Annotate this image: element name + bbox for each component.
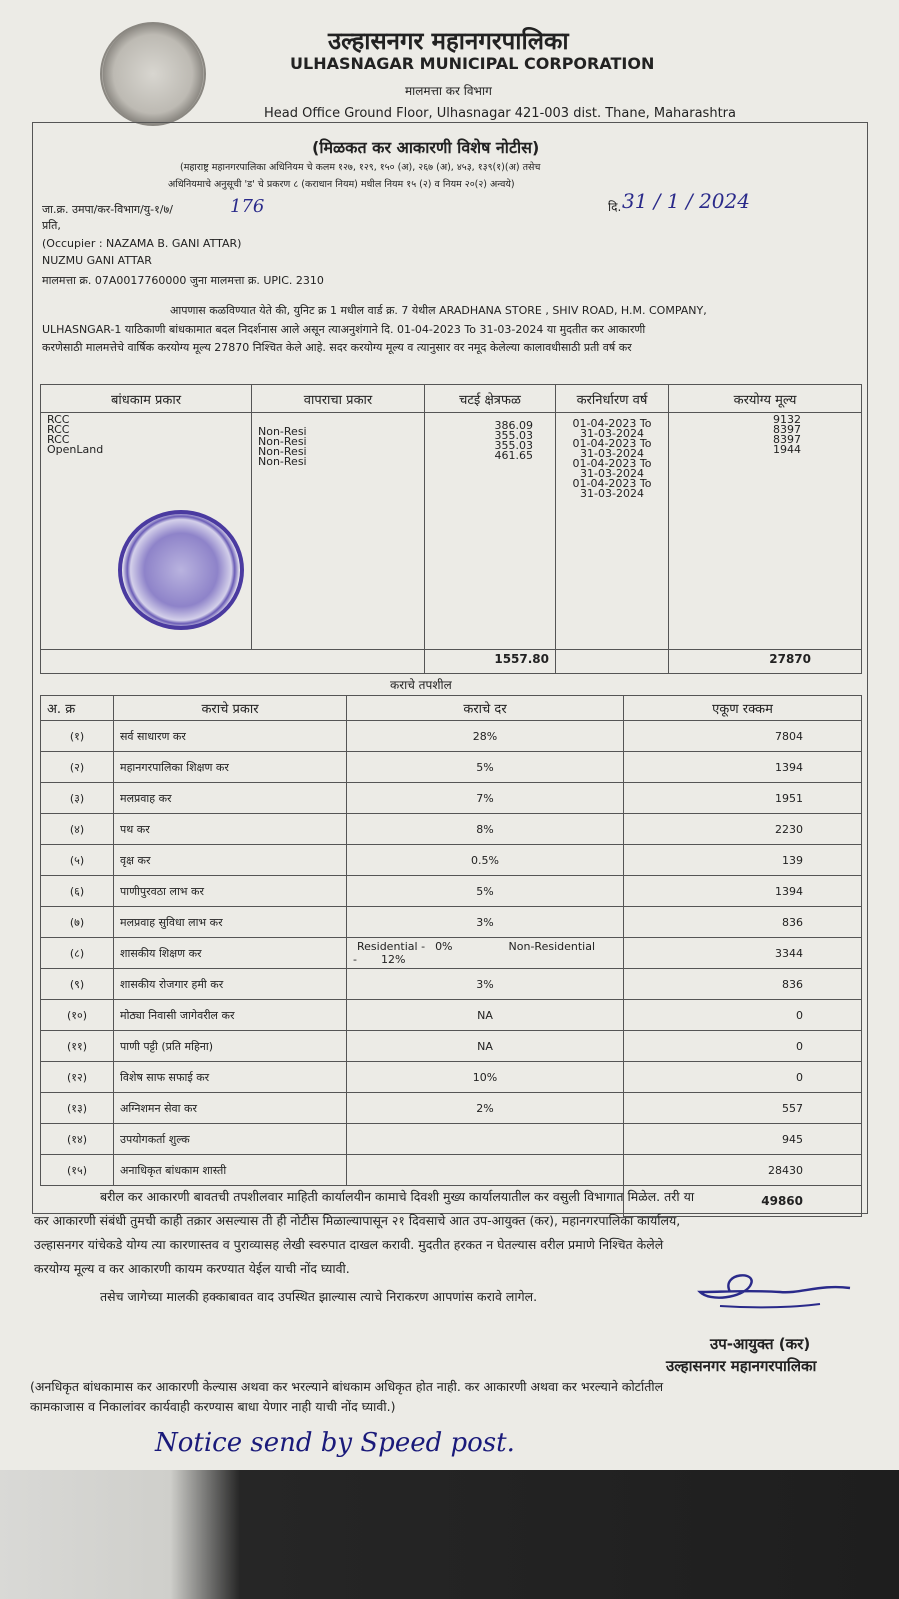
- property-number-line: मालमत्ता क्र. 07A0017760000 जुना मालमत्ता क्र. UPIC. 2310: [42, 274, 324, 287]
- tax-rate-cell: 2%: [347, 1093, 624, 1124]
- tax-amount-cell: 836: [624, 969, 862, 1000]
- corporation-title-english: ULHASNAGAR MUNICIPAL CORPORATION: [290, 54, 655, 73]
- footer-para1-line3: उल्हासनगर यांचेकडे योग्य त्या कारणास्तव व पुराव्यासह लेखी स्वरुपात दाखल करावी. मुदतीत हरकत न घेतल्यास वरील प्रमाणे निश्चित केलेले: [34, 1237, 664, 1252]
- date-label: दि.: [608, 200, 622, 214]
- period-item: 01-04-2023 To: [572, 457, 652, 471]
- tax-rate-cell: [347, 938, 624, 969]
- tax-rate-cell: 5%: [347, 752, 624, 783]
- tax-details-caption: कराचे तपशील: [390, 678, 452, 692]
- tax-amount-cell: 3344: [624, 938, 862, 969]
- grand-total-amount: 49860: [624, 1186, 862, 1217]
- tax-serial-cell: (७): [41, 907, 114, 938]
- tax-rate-cell: 3%: [347, 907, 624, 938]
- tax-table-row: [41, 969, 862, 1000]
- header-assessment-year: करनिर्धारण वर्ष: [556, 385, 669, 413]
- edu-residential-rate: 0%: [435, 940, 453, 953]
- disclaimer-line-1: (अनधिकृत बांधकामास कर आकारणी केल्यास अथवा कर भरल्याने बांधकाम अधिकृत होत नाही. कर आकारणी अथवा कर भरल्याने कोर्टातील: [30, 1379, 664, 1394]
- tax-type-cell: विशेष साफ सफाई कर: [114, 1062, 347, 1093]
- notice-body-line-1: आपणास कळविण्यात येते की, युनिट क्र 1 मधील वार्ड क्र. 7 येथील ARADHANA STORE , SHIV ROAD, H.M. COMPANY,: [170, 304, 707, 317]
- tax-table-row: [41, 752, 862, 783]
- header-taxable-value: करयोग्य मूल्य: [669, 385, 862, 413]
- tax-table-row: [41, 1000, 862, 1031]
- tax-table-row: [41, 814, 862, 845]
- header-usage-type: वापराचा प्रकार: [252, 385, 425, 413]
- tax-details-table: [40, 695, 862, 1217]
- tax-amount-cell: 1394: [624, 752, 862, 783]
- construction-item: RCC: [47, 433, 70, 447]
- value-item: 9132: [773, 413, 801, 427]
- header-total-amount: एकूण रक्कम: [624, 696, 862, 721]
- disclaimer-line-2: कामकाजास व निकालांवर कार्यवाही करण्यास बाधा येणार नाही याची नोंद घ्यावी.): [30, 1399, 396, 1414]
- tax-table-row: [41, 1124, 862, 1155]
- tax-type-cell: शासकीय रोजगार हमी कर: [114, 969, 347, 1000]
- tax-serial-cell: (१४): [41, 1124, 114, 1155]
- period-item: 01-04-2023 To: [572, 417, 652, 431]
- header-tax-rate: कराचे दर: [347, 696, 624, 721]
- occupier-name: (Occupier : NAZAMA B. GANI ATTAR): [42, 237, 242, 250]
- usage-cell: [252, 413, 425, 650]
- notice-body-line-2: ULHASNGAR-1 याठिकाणी बांधकामात बदल निदर्शनास आले असून त्याअनुशंगाने दि. 01-04-2023 To 31-03-2024 या मुदतीत कर आकारणी: [42, 323, 646, 336]
- header-construction-type: बांधकाम प्रकार: [41, 385, 252, 413]
- tax-rate-cell: 10%: [347, 1062, 624, 1093]
- tax-type-cell: अनाधिकृत बांधकाम शास्ती: [114, 1155, 347, 1186]
- tax-type-cell: मलप्रवाह सुविधा लाभ कर: [114, 907, 347, 938]
- value-cell: [669, 413, 862, 650]
- tax-serial-cell: (२): [41, 752, 114, 783]
- tax-serial-cell: (५): [41, 845, 114, 876]
- occupier-name-2: NUZMU GANI ATTAR: [42, 254, 152, 267]
- tax-amount-cell: 0: [624, 1000, 862, 1031]
- area-item: 355.03: [494, 439, 533, 453]
- tax-amount-cell: 1394: [624, 876, 862, 907]
- handwritten-note: Notice send by Speed post.: [155, 1428, 515, 1458]
- tax-table-row: [41, 1031, 862, 1062]
- tax-type-cell: वृक्ष कर: [114, 845, 347, 876]
- tax-serial-cell: (८): [41, 938, 114, 969]
- footer-para1-line4: करयोग्य मूल्य व कर आकारणी कायम करण्यात येईल याची नोंद घ्यावी.: [34, 1261, 350, 1276]
- edu-residential-label: Residential -: [357, 940, 426, 953]
- tax-amount-cell: 945: [624, 1124, 862, 1155]
- tax-type-cell: पथ कर: [114, 814, 347, 845]
- act-reference-line-2: अधिनियमाचे अनुसूची 'ड' चे प्रकरण ८ (कराधान नियम) मधील नियम १५ (२) व नियम २०(२) अन्वये): [168, 179, 515, 190]
- edu-nonresidential-label: Non-Residential -: [353, 940, 596, 966]
- department-name: मालमत्ता कर विभाग: [405, 84, 492, 98]
- usage-item: Non-Resi: [258, 435, 307, 449]
- act-reference-line-1: (महाराष्ट्र महानगरपालिका अधिनियम चे कलम १२७, १२९, १५० (अ), २६७ (अ), ४५३, १३९(१)(अ) तसेच: [180, 162, 541, 173]
- tax-serial-cell: (४): [41, 814, 114, 845]
- period-item: 31-03-2024: [580, 447, 644, 461]
- period-item: 31-03-2024: [580, 427, 644, 441]
- period-item: 31-03-2024: [580, 467, 644, 481]
- tax-amount-cell: 7804: [624, 721, 862, 752]
- notice-body-line-3: करणेसाठी मालमत्तेचे वार्षिक करयोग्य मूल्य 27870 निश्चित केले आहे. सदर करयोग्य मूल्य व त्यानुसार वर नमूद केलेल्या कालावधीसाठी प्रती वर्ष कर: [42, 341, 632, 354]
- tax-table-row: [41, 1155, 862, 1186]
- tax-table-row: [41, 721, 862, 752]
- value-item: 1944: [773, 443, 801, 457]
- tax-rate-cell: 5%: [347, 876, 624, 907]
- property-table-header-row: [41, 385, 862, 413]
- background-surface: [0, 1470, 899, 1599]
- tax-type-cell: पाणी पट्टी (प्रति महिना): [114, 1031, 347, 1062]
- tax-rate-cell: 8%: [347, 814, 624, 845]
- tax-serial-cell: (१५): [41, 1155, 114, 1186]
- tax-rate-cell: 7%: [347, 783, 624, 814]
- tax-rate-cell: NA: [347, 1031, 624, 1062]
- edu-nonresidential-rate: 12%: [380, 953, 406, 966]
- tax-rate-cell: [347, 1155, 624, 1186]
- usage-item: Non-Resi: [258, 425, 307, 439]
- tax-amount-cell: 28430: [624, 1155, 862, 1186]
- period-item: 01-04-2023 To: [572, 477, 652, 491]
- header-carpet-area: चटई क्षेत्रफळ: [425, 385, 556, 413]
- period-item: 01-04-2023 To: [572, 437, 652, 451]
- period-cell: [556, 413, 669, 650]
- tax-table-row: [41, 907, 862, 938]
- tax-serial-cell: (३): [41, 783, 114, 814]
- tax-serial-cell: (९): [41, 969, 114, 1000]
- tax-type-cell: सर्व साधारण कर: [114, 721, 347, 752]
- tax-serial-cell: (११): [41, 1031, 114, 1062]
- corporation-seal-icon: [100, 22, 206, 126]
- official-stamp-icon: [118, 510, 244, 630]
- tax-amount-cell: 0: [624, 1031, 862, 1062]
- tax-rate-cell: 3%: [347, 969, 624, 1000]
- header-tax-type: कराचे प्रकार: [114, 696, 347, 721]
- tax-type-cell: शासकीय शिक्षण कर: [114, 938, 347, 969]
- area-item: 386.09: [494, 419, 533, 433]
- tax-type-cell: महानगरपालिका शिक्षण कर: [114, 752, 347, 783]
- tax-amount-cell: 2230: [624, 814, 862, 845]
- tax-serial-cell: (१०): [41, 1000, 114, 1031]
- tax-table-row: [41, 783, 862, 814]
- construction-item: OpenLand: [47, 443, 104, 457]
- signature-icon: [690, 1262, 870, 1322]
- reference-number-label: जा.क्र. उमपा/कर-विभाग/यु-१/७/: [42, 203, 173, 216]
- tax-amount-cell: 139: [624, 845, 862, 876]
- header-serial: अ. क्र: [41, 696, 114, 721]
- tax-serial-cell: (१२): [41, 1062, 114, 1093]
- construction-item: RCC: [47, 423, 70, 437]
- tax-amount-cell: 1951: [624, 783, 862, 814]
- tax-table-row: [41, 876, 862, 907]
- tax-table-row: [41, 1093, 862, 1124]
- tax-amount-cell: 557: [624, 1093, 862, 1124]
- tax-type-cell: मोठ्या निवासी जागेवरील कर: [114, 1000, 347, 1031]
- corporation-title-marathi: उल्हासनगर महानगरपालिका: [328, 27, 569, 55]
- tax-type-cell: उपयोगकर्ता शुल्क: [114, 1124, 347, 1155]
- signatory-organization: उल्हासनगर महानगरपालिका: [666, 1357, 817, 1375]
- area-item: 461.65: [494, 449, 533, 463]
- footer-para1-line2: कर आकारणी संबंधी तुमची काही तक्रार असल्यास ती ही नोटीस मिळाल्यापासून २१ दिवसाचे आत उप-आयुक्त (कर), महानगरपालिका कार्यालय,: [34, 1213, 681, 1228]
- area-cell: [425, 413, 556, 650]
- property-table-total-row: [41, 649, 862, 673]
- tax-serial-cell: (१३): [41, 1093, 114, 1124]
- tax-serial-cell: (१): [41, 721, 114, 752]
- notice-title: (मिळकत कर आकारणी विशेष नोटीस): [312, 138, 540, 157]
- recipient-prefix: प्रति,: [42, 219, 61, 232]
- tax-type-cell: पाणीपुरवठा लाभ कर: [114, 876, 347, 907]
- tax-serial-cell: (६): [41, 876, 114, 907]
- value-item: 8397: [773, 423, 801, 437]
- tax-table-row: [41, 845, 862, 876]
- reference-number-handwritten: 176: [230, 196, 265, 217]
- usage-item: Non-Resi: [258, 445, 307, 459]
- area-item: 355.03: [494, 429, 533, 443]
- signatory-title: उप-आयुक्त (कर): [710, 1335, 811, 1353]
- footer-para2: तसेच जागेच्या मालकी हक्काबावत वाद उपस्थित झाल्यास त्याचे निराकरण आपणांस करावे लागेल.: [100, 1289, 538, 1304]
- usage-item: Non-Resi: [258, 455, 307, 469]
- footer-para1-line1: बरील कर आकारणी बावतची तपशीलवार माहिती कार्यालयीन कामाचे दिवशी मुख्य कार्यालयातील कर वसुली विभागात मिळेल. तरी या: [100, 1189, 695, 1204]
- construction-item: RCC: [47, 413, 70, 427]
- tax-rate-cell: NA: [347, 1000, 624, 1031]
- period-item: 31-03-2024: [580, 487, 644, 501]
- date-handwritten: 31 / 1 / 2024: [622, 189, 750, 213]
- tax-amount-cell: 0: [624, 1062, 862, 1093]
- total-area: 1557.80: [425, 649, 556, 673]
- tax-amount-cell: 836: [624, 907, 862, 938]
- tax-table-row: [41, 938, 862, 969]
- tax-table-header-row: [41, 696, 862, 721]
- tax-table-row: [41, 1062, 862, 1093]
- value-item: 8397: [773, 433, 801, 447]
- tax-rate-cell: 28%: [347, 721, 624, 752]
- tax-rate-cell: [347, 1124, 624, 1155]
- tax-type-cell: मलप्रवाह कर: [114, 783, 347, 814]
- total-taxable-value: 27870: [669, 649, 862, 673]
- tax-rate-cell: 0.5%: [347, 845, 624, 876]
- office-address: Head Office Ground Floor, Ulhasnagar 421-003 dist. Thane, Maharashtra: [264, 106, 736, 121]
- tax-type-cell: अग्निशमन सेवा कर: [114, 1093, 347, 1124]
